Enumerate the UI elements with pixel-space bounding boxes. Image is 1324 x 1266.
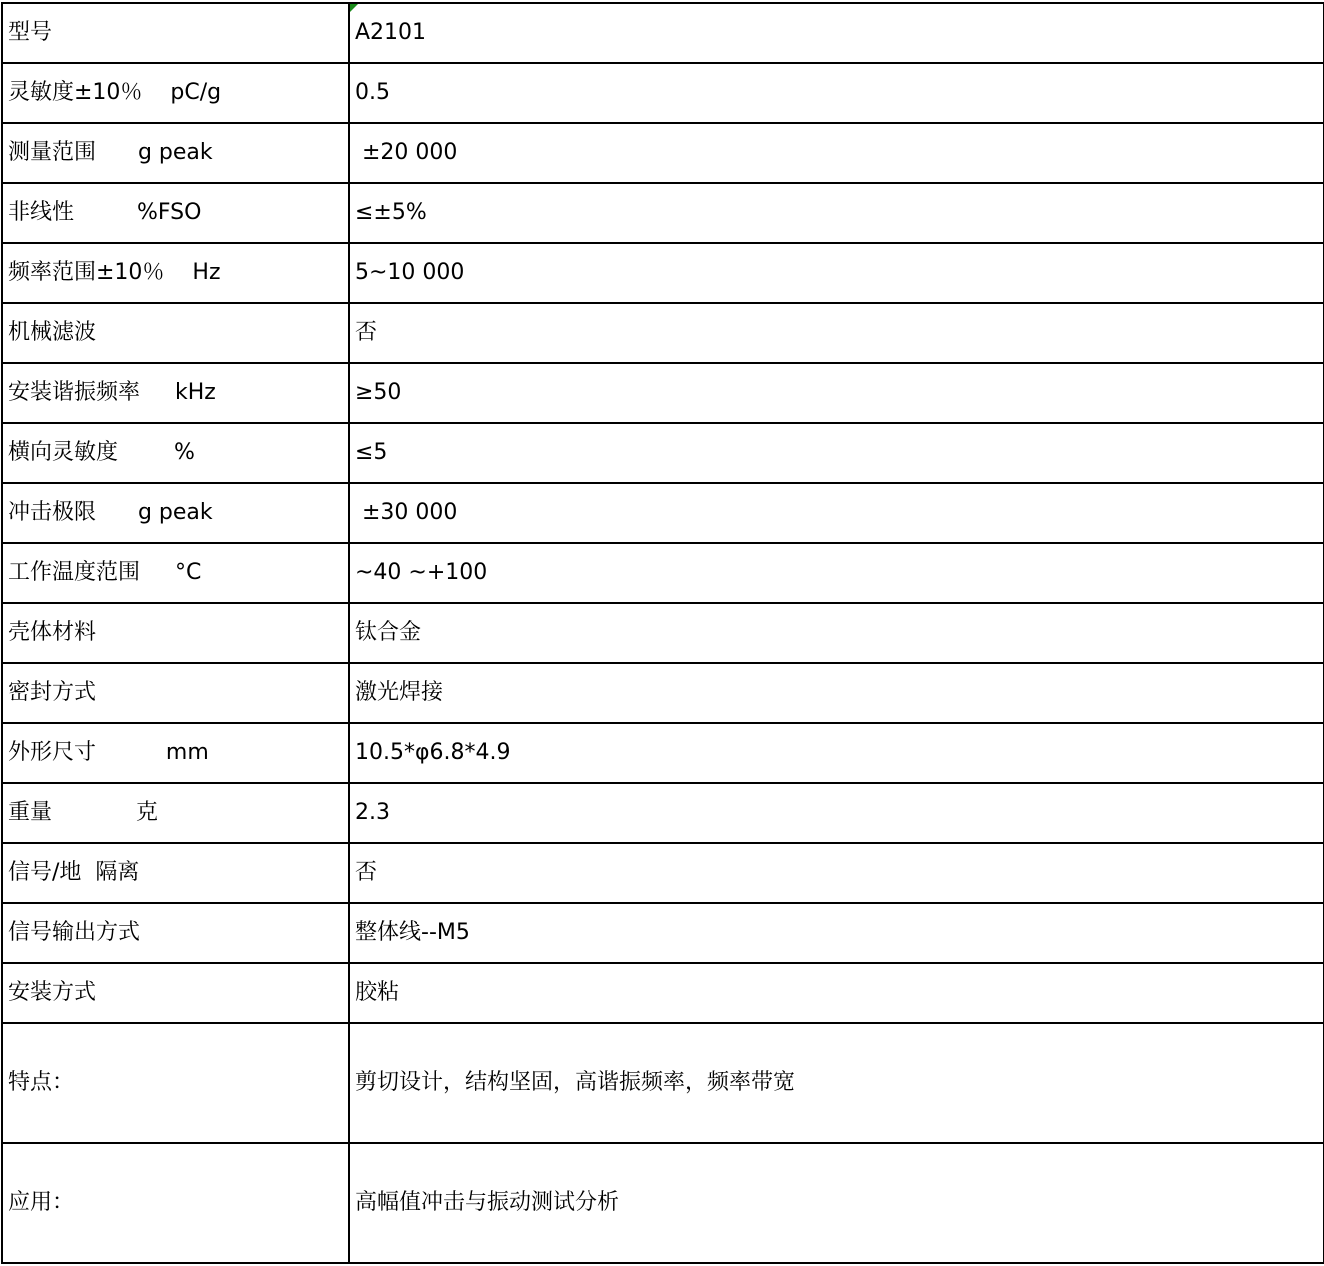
spec-table xyxy=(1,2,1324,1264)
spec-value-mounted-resonance[interactable]: ≥50 xyxy=(349,363,1324,423)
spec-value-applications[interactable]: 高幅值冲击与振动测试分析 xyxy=(349,1143,1324,1263)
spec-value-shock-limit[interactable]: ±30 000 xyxy=(349,483,1324,543)
spec-label-model[interactable]: 型号 xyxy=(2,3,349,63)
spec-value-model-text: A2101 xyxy=(355,20,427,45)
spec-row-transverse-sensitivity xyxy=(2,423,1324,483)
spec-label-dimensions[interactable]: 外形尺寸 mm xyxy=(2,723,349,783)
spec-label-operating-temperature[interactable]: 工作温度范围 °C xyxy=(2,543,349,603)
spec-value-operating-temperature[interactable]: ~40 ~+100 xyxy=(349,543,1324,603)
spec-value-dimensions[interactable]: 10.5*φ6.8*4.9 xyxy=(349,723,1324,783)
spec-value-frequency-range[interactable]: 5~10 000 xyxy=(349,243,1324,303)
spec-row-applications xyxy=(2,1143,1324,1263)
spec-label-mounted-resonance[interactable]: 安装谐振频率 kHz xyxy=(2,363,349,423)
spec-label-mounting[interactable]: 安装方式 xyxy=(2,963,349,1023)
spec-value-ground-isolation[interactable]: 否 xyxy=(349,843,1324,903)
spec-label-applications[interactable]: 应用： xyxy=(2,1143,349,1263)
spec-row-operating-temperature xyxy=(2,543,1324,603)
spec-value-sensitivity[interactable]: 0.5 xyxy=(349,63,1324,123)
spec-label-mechanical-filter[interactable]: 机械滤波 xyxy=(2,303,349,363)
spec-row-sensitivity xyxy=(2,63,1324,123)
spec-row-model xyxy=(2,3,1324,63)
spec-label-ground-isolation[interactable]: 信号/地 隔离 xyxy=(2,843,349,903)
spec-label-nonlinearity[interactable]: 非线性 %FSO xyxy=(2,183,349,243)
spec-row-shock-limit xyxy=(2,483,1324,543)
spec-row-signal-output xyxy=(2,903,1324,963)
spec-label-weight[interactable]: 重量 克 xyxy=(2,783,349,843)
spec-value-features[interactable]: 剪切设计，结构坚固，高谐振频率，频率带宽 xyxy=(349,1023,1324,1143)
spec-value-transverse-sensitivity[interactable]: ≤5 xyxy=(349,423,1324,483)
spec-label-transverse-sensitivity[interactable]: 横向灵敏度 % xyxy=(2,423,349,483)
spec-row-ground-isolation xyxy=(2,843,1324,903)
spec-value-mounting[interactable]: 胶粘 xyxy=(349,963,1324,1023)
spec-row-dimensions xyxy=(2,723,1324,783)
spec-value-case-material[interactable]: 钛合金 xyxy=(349,603,1324,663)
spec-row-mounting xyxy=(2,963,1324,1023)
spec-label-frequency-range[interactable]: 频率范围±10％ Hz xyxy=(2,243,349,303)
spec-row-measuring-range xyxy=(2,123,1324,183)
spec-value-sealing[interactable]: 激光焊接 xyxy=(349,663,1324,723)
cell-note-indicator-icon xyxy=(350,4,358,12)
spec-value-nonlinearity[interactable]: ≤±5% xyxy=(349,183,1324,243)
spec-label-measuring-range[interactable]: 测量范围 g peak xyxy=(2,123,349,183)
spec-label-case-material[interactable]: 壳体材料 xyxy=(2,603,349,663)
spec-value-signal-output[interactable]: 整体线--M5 xyxy=(349,903,1324,963)
spec-label-sealing[interactable]: 密封方式 xyxy=(2,663,349,723)
spec-value-mechanical-filter[interactable]: 否 xyxy=(349,303,1324,363)
spec-row-weight xyxy=(2,783,1324,843)
spec-value-measuring-range[interactable]: ±20 000 xyxy=(349,123,1324,183)
spec-row-nonlinearity xyxy=(2,183,1324,243)
spec-value-weight[interactable]: 2.3 xyxy=(349,783,1324,843)
spec-row-mounted-resonance xyxy=(2,363,1324,423)
spec-label-shock-limit[interactable]: 冲击极限 g peak xyxy=(2,483,349,543)
spec-row-features xyxy=(2,1023,1324,1143)
spec-row-mechanical-filter xyxy=(2,303,1324,363)
spec-label-signal-output[interactable]: 信号输出方式 xyxy=(2,903,349,963)
spec-value-model[interactable] xyxy=(349,3,1324,63)
spec-row-case-material xyxy=(2,603,1324,663)
spec-label-sensitivity[interactable]: 灵敏度±10％ pC/g xyxy=(2,63,349,123)
spec-label-features[interactable]: 特点： xyxy=(2,1023,349,1143)
spec-row-sealing xyxy=(2,663,1324,723)
spec-row-frequency-range xyxy=(2,243,1324,303)
